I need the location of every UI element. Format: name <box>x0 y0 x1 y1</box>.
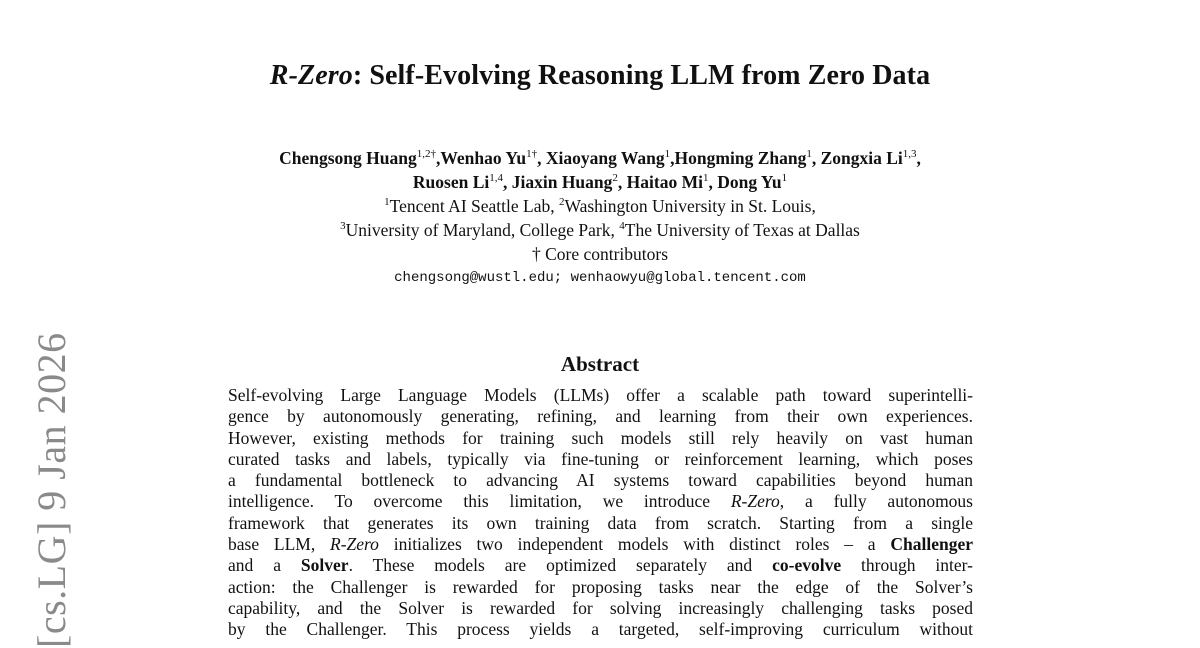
author-separator: , <box>617 172 627 192</box>
author-block <box>0 146 1200 290</box>
author-affiliation-sup: 1 <box>781 172 788 185</box>
abstract-line: curated tasks and labels, typically via fine-tuning or reinforcement learning, which poses <box>228 448 973 469</box>
author-name: Zongxia Li <box>820 148 903 168</box>
author-name: Ruosen Li <box>412 172 490 192</box>
abstract-heading: Abstract <box>560 352 640 376</box>
title-rest-part: : Self-Evolving Reasoning LLM from Zero Data <box>352 60 931 91</box>
abstract-line: base LLM, R-Zero initializes two independent models with distinct roles – a Challenger <box>228 534 973 555</box>
author-name: Hongming Zhang <box>674 148 807 168</box>
aff-text: Washington University in St. Louis, <box>564 196 816 216</box>
aff-sup: 4 <box>619 220 625 233</box>
aff-text: Tencent AI Seattle Lab, <box>389 196 559 216</box>
abstract-line: gence by autonomously generating, refining, and learning from their own experiences. <box>228 406 973 427</box>
abstract-line: a fundamental bottleneck to advancing AI systems toward capabilities beyond human <box>228 470 973 491</box>
aff-sup: 2 <box>558 196 565 209</box>
abstract-line: intelligence. To overcome this limitation, we introduce R-Zero, a fully autonomous <box>228 491 973 512</box>
author-name: Xiaoyang Wang <box>545 148 665 168</box>
author-separator: , <box>537 148 546 168</box>
abstract-line: However, existing methods for training such models still rely heavily on vast human <box>228 427 973 448</box>
abstract-line: by the Challenger. This process yields a targeted, self-improving curriculum without <box>228 619 973 640</box>
abstract-body <box>228 385 973 641</box>
abstract-line: action: the Challenger is rewarded for proposing tasks near the edge of the Solver’s <box>228 576 973 597</box>
abstract-line: and a Solver. These models are optimized separately and co-evolve through inter- <box>228 555 973 576</box>
aff-text: The University of Texas at Dallas <box>624 220 860 240</box>
aff-sup: 1 <box>384 196 390 209</box>
abstract-line: capability, and the Solver is rewarded for solving increasingly challenging tasks posed <box>228 597 973 618</box>
author-affiliation-sup: 1 <box>702 172 709 185</box>
author-separator: , <box>670 148 675 168</box>
author-affiliation-sup: 1,3 <box>902 148 917 161</box>
author-name: Haitao Mi <box>626 172 703 192</box>
aff-sup: 3 <box>340 220 346 233</box>
aff-text: University of Maryland, College Park, <box>345 220 620 240</box>
author-separator: , <box>708 172 718 192</box>
author-separator: , <box>811 148 821 168</box>
author-separator: , <box>916 148 921 168</box>
title-italic-part: R-Zero <box>269 60 353 91</box>
abstract-line: Self-evolving Large Language Models (LLMs) offer a scalable path toward superintelli- <box>228 385 973 405</box>
author-affiliation-sup: 1 <box>664 148 671 161</box>
author-affiliation-sup: 2 <box>612 172 618 185</box>
author-affiliation-sup: 1 <box>806 148 812 161</box>
author-name: Wenhao Yu <box>440 148 527 168</box>
affiliations-line-2 <box>0 218 1200 242</box>
paper-title <box>0 60 1200 92</box>
author-separator: , <box>435 148 441 168</box>
author-affiliation-sup: 1† <box>526 148 538 161</box>
author-name: Chengsong Huang <box>279 148 417 168</box>
author-separator: , <box>502 172 512 192</box>
abstract-line: framework that generates its own training data from scratch. Starting from a single <box>228 512 973 533</box>
contact-emails: chengsong@wustl.edu; wenhaowyu@global.tencent.com <box>394 270 806 286</box>
arxiv-margin-identifier: [cs.LG] 9 Jan 2026 <box>29 332 74 648</box>
author-affiliation-sup: 1,2† <box>416 148 436 161</box>
authors-line-1 <box>0 146 1200 170</box>
author-name: Dong Yu <box>717 172 782 192</box>
affiliations-line-1 <box>0 194 1200 218</box>
core-contributors-note: † Core contributors <box>531 244 669 264</box>
authors-line-2 <box>0 170 1200 194</box>
author-affiliation-sup: 1,4 <box>489 172 503 185</box>
author-name: Jiaxin Huang <box>511 172 613 192</box>
